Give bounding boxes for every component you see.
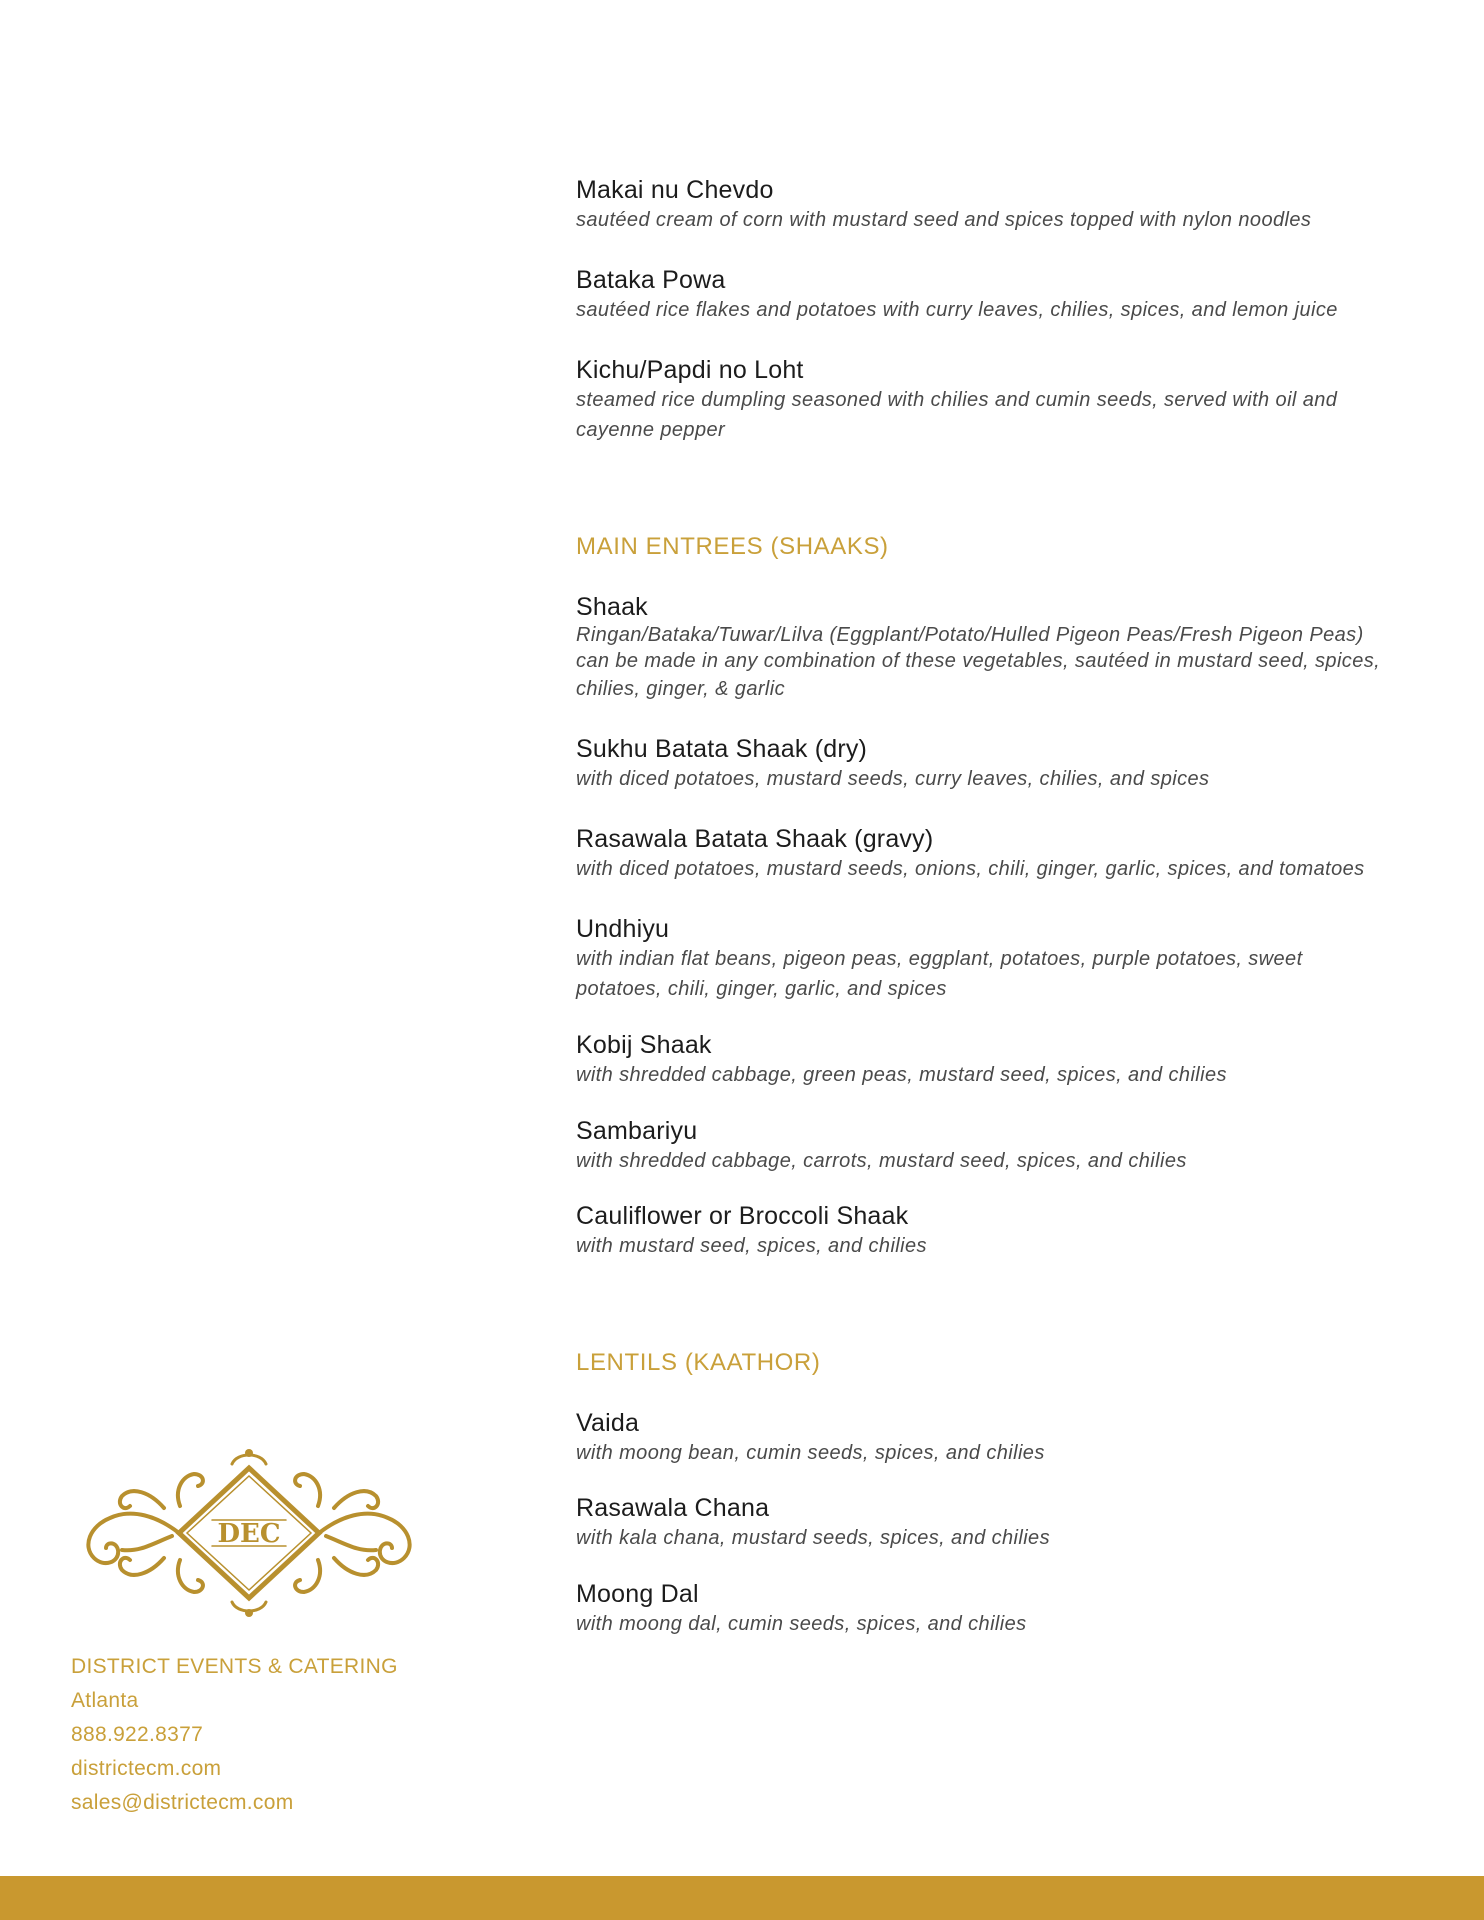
menu-item (576, 175, 1426, 235)
section-title-shaaks: MAIN ENTREES (SHAAKS) (576, 533, 889, 560)
menu-item-name: Sambariyu (576, 1117, 698, 1145)
menu-item-name: Moong Dal (576, 1580, 699, 1608)
menu-item-desc: with kala chana, mustard seeds, spices, and chilies (576, 1527, 1050, 1549)
menu-item-name: Sukhu Batata Shaak (dry) (576, 735, 868, 763)
menu-item-desc: with diced potatoes, mustard seeds, onions, chili, ginger, garlic, spices, and tomatoes (576, 858, 1365, 880)
menu-item-desc: steamed rice dumpling seasoned with chilies and cumin seeds, served with oil and (576, 389, 1338, 411)
menu-item (576, 1116, 1426, 1176)
menu-item-name: Kichu/Papdi no Loht (576, 356, 804, 384)
menu-item-desc: chilies, ginger, & garlic (576, 678, 785, 700)
menu-item-desc: sautéed rice flakes and potatoes with curry leaves, chilies, spices, and lemon juice (576, 299, 1338, 321)
contact-city: Atlanta (71, 1689, 139, 1712)
menu-item-name: Undhiyu (576, 915, 670, 943)
menu-item (576, 1408, 1426, 1468)
menu-item-desc: Ringan/Bataka/Tuwar/Lilva (Eggplant/Potato/Hulled Pigeon Peas/Fresh Pigeon Peas) (576, 624, 1364, 646)
menu-item (576, 914, 1426, 1004)
menu-item-desc: can be made in any combination of these vegetables, sautéed in mustard seed, spices, (576, 650, 1381, 672)
menu-item-name: Cauliflower or Broccoli Shaak (576, 1202, 909, 1230)
menu-item-name: Makai nu Chevdo (576, 176, 774, 204)
menu-item-desc: cayenne pepper (576, 419, 726, 441)
menu-item-name: Shaak (576, 593, 648, 621)
logo-monogram: DEC (217, 1519, 281, 1549)
menu-item-desc: potatoes, chili, ginger, garlic, and spices (576, 978, 947, 1000)
menu-item-name: Kobij Shaak (576, 1031, 712, 1059)
menu-item-desc: with moong bean, cumin seeds, spices, and chilies (576, 1442, 1045, 1464)
contact-website[interactable]: districtecm.com (71, 1757, 222, 1780)
menu-item-desc: with mustard seed, spices, and chilies (576, 1235, 927, 1257)
menu-item-desc: with indian flat beans, pigeon peas, eggplant, potatoes, purple potatoes, sweet (576, 948, 1303, 970)
menu-item (576, 734, 1426, 794)
menu-item (576, 1201, 1426, 1261)
menu-item-desc: with moong dal, cumin seeds, spices, and chilies (576, 1613, 1027, 1635)
menu-item-desc: with shredded cabbage, carrots, mustard seed, spices, and chilies (576, 1150, 1187, 1172)
company-name: DISTRICT EVENTS & CATERING (71, 1655, 398, 1678)
menu-item (576, 1030, 1426, 1090)
dec-logo (72, 1446, 426, 1620)
menu-item (576, 265, 1426, 325)
menu-item (576, 592, 1426, 704)
menu-item (576, 1579, 1426, 1639)
contact-block (71, 1650, 398, 1820)
menu-item-name: Vaida (576, 1409, 640, 1437)
menu-item-desc: with shredded cabbage, green peas, mustard seed, spices, and chilies (576, 1064, 1227, 1086)
menu-item-name: Rasawala Batata Shaak (gravy) (576, 825, 934, 853)
section-title-lentils: LENTILS (KAATHOR) (576, 1349, 821, 1376)
menu-item (576, 1493, 1426, 1553)
menu-item (576, 355, 1426, 445)
menu-item-desc: with diced potatoes, mustard seeds, curry leaves, chilies, and spices (576, 768, 1210, 790)
menu-item-name: Rasawala Chana (576, 1494, 770, 1522)
contact-email[interactable]: sales@districtecm.com (71, 1791, 294, 1814)
footer-bar (0, 1876, 1484, 1920)
menu-item-desc: sautéed cream of corn with mustard seed and spices topped with nylon noodles (576, 209, 1312, 231)
contact-phone[interactable]: 888.922.8377 (71, 1723, 204, 1746)
menu-item (576, 824, 1426, 884)
menu-item-name: Bataka Powa (576, 266, 726, 294)
